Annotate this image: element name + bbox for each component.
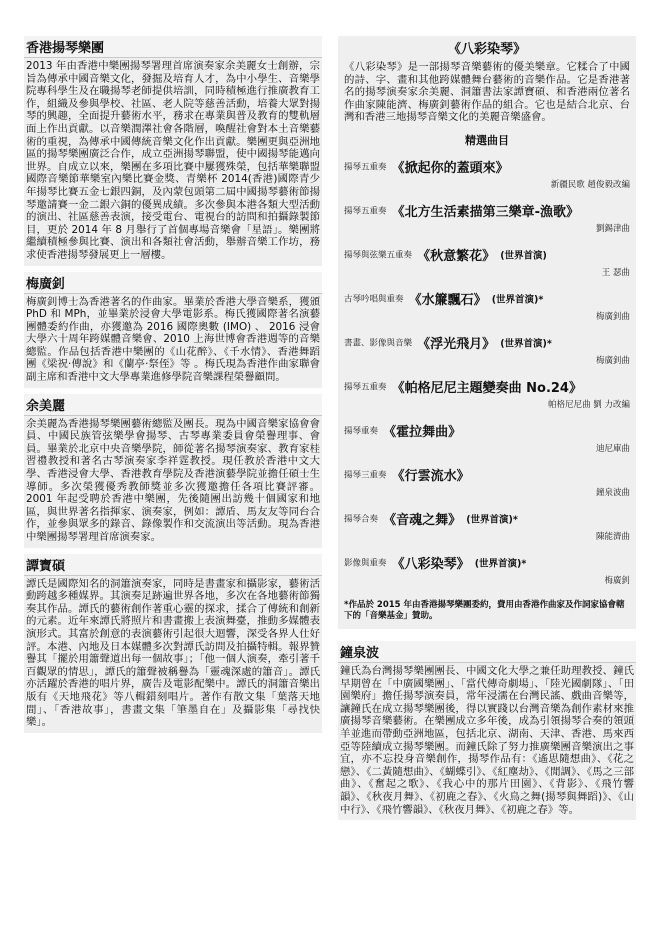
- program-item: [344, 332, 630, 366]
- section-title: 梅廣釗: [24, 272, 322, 294]
- piece-tag: (世界首演): [500, 250, 547, 262]
- piece-genre: 古琴吟唱與重奏: [344, 294, 404, 305]
- program-item: [344, 244, 630, 278]
- piece-title: 《行雲流水》: [391, 468, 470, 484]
- piece-genre: 書畫、影像與音樂: [344, 338, 413, 349]
- bio-hk-yangqin-orchestra: [24, 36, 322, 266]
- section-body: 余美麗為香港揚琴樂團藝術總監及團長。現為中國音樂家協會會員、中國民族管弦樂學會揚琴、古琴專業委員會榮譽理事、會員。畢業於北京中央音樂學院，師從著名揚琴演奏家、教育家桂習禮教授和著名古琴演奏家李祥霆教授。現任教於香港中文大學、香港浸會大學、香港教育學院及香港演藝學院並擔任碩士生導師。多次榮獲優秀教師獎並多次獲邀擔任各項比賽評審。2001 年起受聘於香港中樂團，先後隨團出訪幾十個國家和地區，與世界著名指揮家、演奏家，例如：譚盾、馬友友等同台合作，並參與眾多的錄音、錄像製作和交流演出等活動。現為香港中樂團揚琴署理首席演奏家。: [26, 417, 320, 543]
- section-body: 2013 年由香港中樂團揚琴署理首席演奏家余美麗女士創辦，宗旨為傳承中國音樂文化，發掘及培育人才，為中小學生、音樂學院專科學生及在職揚琴老師提供培訓，同時積極進行推廣教育工作，組織及參與學校、社區、老人院等慈善活動，培養大眾對揚琴的興趣，全面提升藝術水平，務求在專業與普及教育的雙軌層面上作出貢獻。以音樂潤澤社會各階層，喚醒社會對本土音樂藝術的重視，為傳承中國傳統音樂文化作出貢獻。樂團更與亞洲地區的揚琴樂團廣泛合作，成立亞洲揚琴聯盟，使中國揚琴能邁向世界。自成立以來，樂團在多項比賽中屢獲殊榮，包括華樂聯盟國際音樂節華樂室內樂比賽金獎、青樂杯 2014(香港)國際青少年揚琴比賽五金七銀四銅，及內蒙包頭第二屆中國揚琴藝術節揚琴邀請賽一金二銀六銅的優異成績。多次參與本港各類大型活動的演出、社區慈善表演，接受電台、電視台的訪問和拍攝錄製節目，更於 2014 年 8 月舉行了首個專場音樂會「星語」。樂團將繼續積極參與比賽、演出和各類社會活動，舉辦音樂工作坊，務求使香港揚琴發展更上一層樓。: [26, 60, 320, 261]
- piece-genre: 揚琴五重奏: [344, 162, 387, 173]
- piece-credit: 帕格尼尼曲 劉 力改編: [548, 399, 630, 410]
- piece-genre: 揚琴合奏: [344, 514, 379, 525]
- piece-credit: 梅廣釗曲: [595, 355, 630, 366]
- piece-tag: (世界首演)*: [491, 294, 544, 306]
- piece-credit: 梅廣釗: [604, 575, 630, 586]
- program-list: [344, 156, 630, 586]
- piece-title: 《水簾飄石》: [408, 292, 487, 308]
- program-intro: 《八彩染琴》是一部揚琴音樂藝術的優美樂章。它糅合了中國的詩、字、畫和其他跨媒體舞台藝術的音樂作品。它是香港著名的揚琴演奏家余美麗、洞簫書法家譚寶碩、和香港兩位著名作曲家陳能濟、梅廣釗藝術作品的組合。它也是結合北京、台灣和香港三地揚琴音樂文化的美麗音樂盛會。: [344, 61, 630, 124]
- piece-title: 《八彩染琴》: [391, 556, 470, 572]
- piece-genre: 揚琴五重奏: [344, 382, 387, 393]
- piece-tag: (世界首演)*: [500, 338, 552, 350]
- piece-tag: (世界首演)*: [474, 558, 527, 570]
- piece-genre: 揚琴三重奏: [344, 470, 387, 481]
- section-title: 香港揚琴樂團: [24, 36, 322, 58]
- program-item: [344, 552, 630, 586]
- right-column: [338, 36, 636, 826]
- section-title: 余美麗: [24, 394, 322, 416]
- bio-tam-po-shek: [24, 554, 322, 733]
- piece-credit: 陳能濟曲: [595, 531, 630, 542]
- piece-credit: 迪尼庫曲: [595, 443, 630, 454]
- piece-title: 《帕格尼尼主題變奏曲 No.24》: [391, 380, 582, 396]
- piece-genre: 揚琴與弦樂五重奏: [344, 250, 413, 261]
- piece-title: 《掀起你的蓋頭來》: [391, 160, 509, 176]
- bio-chung-chuan-po: [338, 641, 636, 820]
- piece-credit: 新疆民歌 趙俊毅改編: [550, 179, 630, 190]
- section-body: 譚氏是國際知名的洞簫演奏家，同時是書畫家和攝影家，藝術活動跨越多種媒界。其演奏足跡遍世界各地，多次在各地藝術節獨奏其作品。譚氏的藝術創作著重心靈的探求，揉合了傳統和創新的元素。近年來譚氏將照片和書畫搬上表演舞臺，推動多媒體表演形式。其富於創意的表演藝術引起很大迴響，深受各界人仕好評。本港、內地及日本媒體多次對譚氏訪問及拍攝特輯。報界贊譽其「擺於用簫聲道出每一個故事」；「他一個人演奏，牽引著千百觀眾的情思」，譚氏的簫聲被稱譽為「靈魂深處的簫音」。譚氏亦活躍於香港的唱片界，廣告及電影配樂中。譚氏的洞簫音樂出版有《天地飛花》等八輯錯刻唱片。著作有散文集「葉落天地間」、「香港故事」，書畫文集「筆墨自在」及攝影集「尋找快樂」。: [26, 577, 320, 729]
- left-column: [24, 36, 322, 739]
- bio-yu-mei-lai: [24, 394, 322, 548]
- section-title: 鐘泉波: [338, 641, 636, 663]
- program-item: [344, 464, 630, 498]
- piece-title: 《北方生活素描第三樂章-漁歌》: [391, 204, 580, 220]
- piece-genre: 揚琴重奏: [344, 426, 379, 437]
- program-item: [344, 508, 630, 542]
- commission-footnote: *作品於 2015 年由香港揚琴樂團委約，費用由香港作曲家及作詞家協會轄下的「音樂基金」贊助。: [344, 599, 625, 622]
- piece-title: 《音魂之舞》: [383, 512, 462, 528]
- program-item: [344, 288, 630, 322]
- program-heading: 精選曲目: [465, 133, 509, 147]
- piece-title: 《浮光飛月》: [417, 336, 496, 352]
- piece-credit: 劉錫津曲: [595, 223, 630, 234]
- program-item: [344, 420, 630, 454]
- section-body: 鐘氏為台灣揚琴樂團團長、中國文化大學之兼任助理教授、鐘氏早期曾在「中廣國樂團」、「當代傳奇劇場」、「陸光國劇隊」、「田園樂府」擔任揚琴演奏員，常年浸濡在台灣民謠、戲曲音樂等，讓鐘氏在成立揚琴樂團後，得以實踐以台灣音樂為創作素材來推廣揚琴音樂藝術。在樂團成立多年後，成為引領揚琴合奏的領頭羊並進而帶動亞洲地區，包括北京、湖南、天津、香港、馬來西亞等陸續成立揚琴樂團。而鐘氏除了努力推廣樂團音樂演出之事宜，亦不忘投身音樂創作，揚琴作品有：《遙思隨想曲》、《花之戀》、《二黃隨想曲》、《蝴蝶引》、《紅塵劫》、《閒調》、《馬之三部曲》、《奮起之歌》、《我心中的那片田園》、《背影》、《飛竹響韻》、《秋夜月舞》、《初鹿之春》、《火鳥之舞(揚琴與舞蹈)》、《山中行》、《飛竹響韻》、《秋夜月舞》、《初鹿之春》等。: [340, 664, 634, 816]
- piece-genre: 影像與重奏: [344, 558, 387, 569]
- program-item: [344, 200, 630, 234]
- program-item: [344, 156, 630, 190]
- piece-credit: 梅廣釗曲: [595, 311, 630, 322]
- bio-mui-kwong-chiu: [24, 272, 322, 388]
- concert-program-box: [338, 36, 636, 629]
- piece-credit: 王 瑟曲: [601, 267, 630, 278]
- piece-genre: 揚琴五重奏: [344, 206, 387, 217]
- piece-title: 《秋意繁花》: [417, 248, 496, 264]
- program-title: 《八彩染琴》: [447, 42, 526, 57]
- piece-title: 《霍拉舞曲》: [383, 424, 462, 440]
- program-item: [344, 376, 630, 410]
- piece-credit: 鐘泉波曲: [595, 487, 630, 498]
- section-body: 梅廣釗博士為香港著名的作曲家。畢業於香港大學音樂系，獲頒 PhD 和 MPh，並畢業於浸會大學電影系。梅氏獲國際著名演藝團體委約作曲，亦獲邀為 2016 國際奧數 (IMO) 、 2016 浸會大學六十周年跨媒體音樂會、2010 上海世博會香港週等的音樂總監。作品包括香港中樂團的《山花醉》、《千水情》、香港舞蹈團《梁祝‧傳說》和《蘭亭‧祭侄》等 。梅氏現為香港作曲家聯會副主席和香港中文大學專業進修學院音樂課程榮譽顧問。: [26, 295, 320, 384]
- piece-tag: (世界首演)*: [466, 514, 518, 526]
- section-title: 譚寶碩: [24, 554, 322, 576]
